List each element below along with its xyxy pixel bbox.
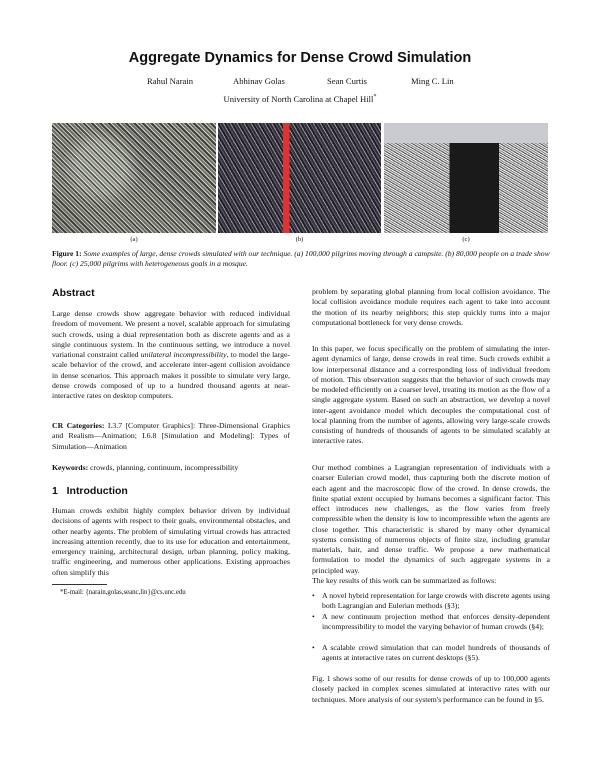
author-name: Ming C. Lin [411,76,454,86]
cr-label: CR Categories: [52,421,105,430]
list-item-text: A novel hybrid representation for large crowds with discrete agents using both Lagrangian and Eulerian methods (§3); [322,591,550,611]
intro-paragraph: Our method combines a Lagrangian representation of individuals with a coarser Eulerian crowd model, thus capturing both the discrete motion of each agent and the macroscopic flow of the crowd. In dense crowds, the finite spatial extent occupied by humans becomes a significant factor. This effect introduces new challenges, as the flow varies from freely compressible when the density is low to incompressible when the agents are close together. This characteristic is shared by many other dynamical systems consisting of numerous objects of finite size, including granular materials, hair, and dense traffic. We propose a new mathematical formulation to model the dynamics of such aggregate systems in a principled way. [312,463,550,575]
intro-paragraph: Human crowds exhibit highly complex behavior driven by individual decisions of agents with respect to their goals, environmental obstacles, and other nearby agents. The problem of simulating virtual crowds has attracted increasing attention recently, due to its use for education and entertainment, emergency training, architectural design, urban planning, policy making, traffic engineering, and numerous other applications. Existing approaches often simplify this [52,506,290,577]
footnote: *E-mail: {narain,golas,seanc,lin}@cs.unc.edu [60,589,186,596]
author-name: Sean Curtis [327,76,367,86]
figure-panel-label: (c) [462,236,470,243]
affiliation-name: University of North Carolina at Chapel Hill [223,94,374,104]
abstract-emphasis: unilateral incompressibility [140,350,227,359]
list-item [312,591,550,612]
bullet-marker: • [312,591,315,600]
intro-paragraph: Fig. 1 shows some of our results for dense crowds of up to 100,000 agents closely packed in complex scenes simulated at interactive rates with our techniques. More analysis of our system's performance can be found in §5. [312,674,550,704]
intro-heading [52,485,128,497]
keywords [52,463,290,473]
abstract-text: Large dense crowds show aggregate behavior with reduced individual freedom of movement. We present a novel, scalable approach for simulating such crowds, using a dual representation both as discrete agents and as a single continuous system. In the continuous setting, we introduce a novel variational constraint called [52,309,290,359]
intro-paragraph: In this paper, we focus specifically on the problem of simulating the inter-agent dynamics of large, dense crowds in real time. Such crowds exhibit a low interpersonal distance and a corresponding loss of individual freedom of motion. This observation suggests that the behavior of such crowds may be modeled efficiently on a coarser level, treating its motion as the flow of a single aggregate system. Based on such an abstraction, we develop a novel inter-agent avoidance model which decouples the computational cost of local planning from the number of agents, allowing very large-scale crowds consisting of hundreds of thousands of agents to be simulated scalably at interactive rates. [312,344,550,446]
keywords-label: Keywords: [52,463,89,472]
list-item [312,612,550,633]
figure-panel-b-trade-show [218,123,381,243]
abstract-body [52,309,290,401]
caption-text: Some examples of large, dense crowds simulated with our technique. (a) 100,000 pilgrims moving through a campsite. (b) 80,000 people on a trade show floor. (c) 25,000 pilgrims with heterogeneous goals in a mosque. [52,249,550,269]
affiliation [0,94,600,104]
intro-paragraph: The key results of this work can be summarized as follows: [312,576,497,585]
bullet-marker: • [312,643,315,652]
author-name: Abhinav Golas [233,76,285,86]
figure-caption [52,249,550,270]
figure-panel-label: (a) [130,236,138,243]
author-name: Rahul Narain [147,76,194,86]
abstract-heading: Abstract [52,287,95,299]
caption-label: Figure 1: [52,249,82,258]
figure-panel-a-campsite [52,123,216,243]
cr-categories [52,421,290,452]
list-item-text: A scalable crowd simulation that can model hundreds of thousands of agents at interactive rates on current desktops (§5). [322,643,550,663]
cr-text: I.3.7 [Computer Graphics]: Three-Dimensional Graphics and Realism—Animation; I.6.8 [Simulation and Modeling]: Types of Simulation—Animation [52,421,290,451]
affiliation-footnote-mark: * [373,94,377,101]
figure-panel-c-mosque [384,123,548,243]
section-title: Introduction [66,485,128,497]
bullet-marker: • [312,612,315,621]
list-item [312,643,550,664]
figure-panel-label: (b) [295,236,304,243]
intro-paragraph: problem by separating global planning from local collision avoidance. The local collision avoidance module requires each agent to take into account the motion of its nearby neighbors; this step quickly turns into a major computational bottleneck for very dense crowds. [312,287,550,327]
abstract-text: , to model the large-scale behavior of the crowd, and accelerate inter-agent collision avoidance in dense scenarios. This approach makes it possible to simulate very large, dense crowds composed of up to a hundred thousand agents at near-interactive rates on desktop computers. [52,350,291,400]
paper-title: Aggregate Dynamics for Dense Crowd Simulation [128,50,472,66]
footnote-rule [52,584,107,585]
section-number: 1 [52,485,58,497]
list-item-text: A new continuum projection method that enforces density-dependent incompressibility to model the varying behavior of human crowds (§4); [322,612,550,632]
keywords-text: crowds, planning, continuum, incompressibility [90,463,239,472]
